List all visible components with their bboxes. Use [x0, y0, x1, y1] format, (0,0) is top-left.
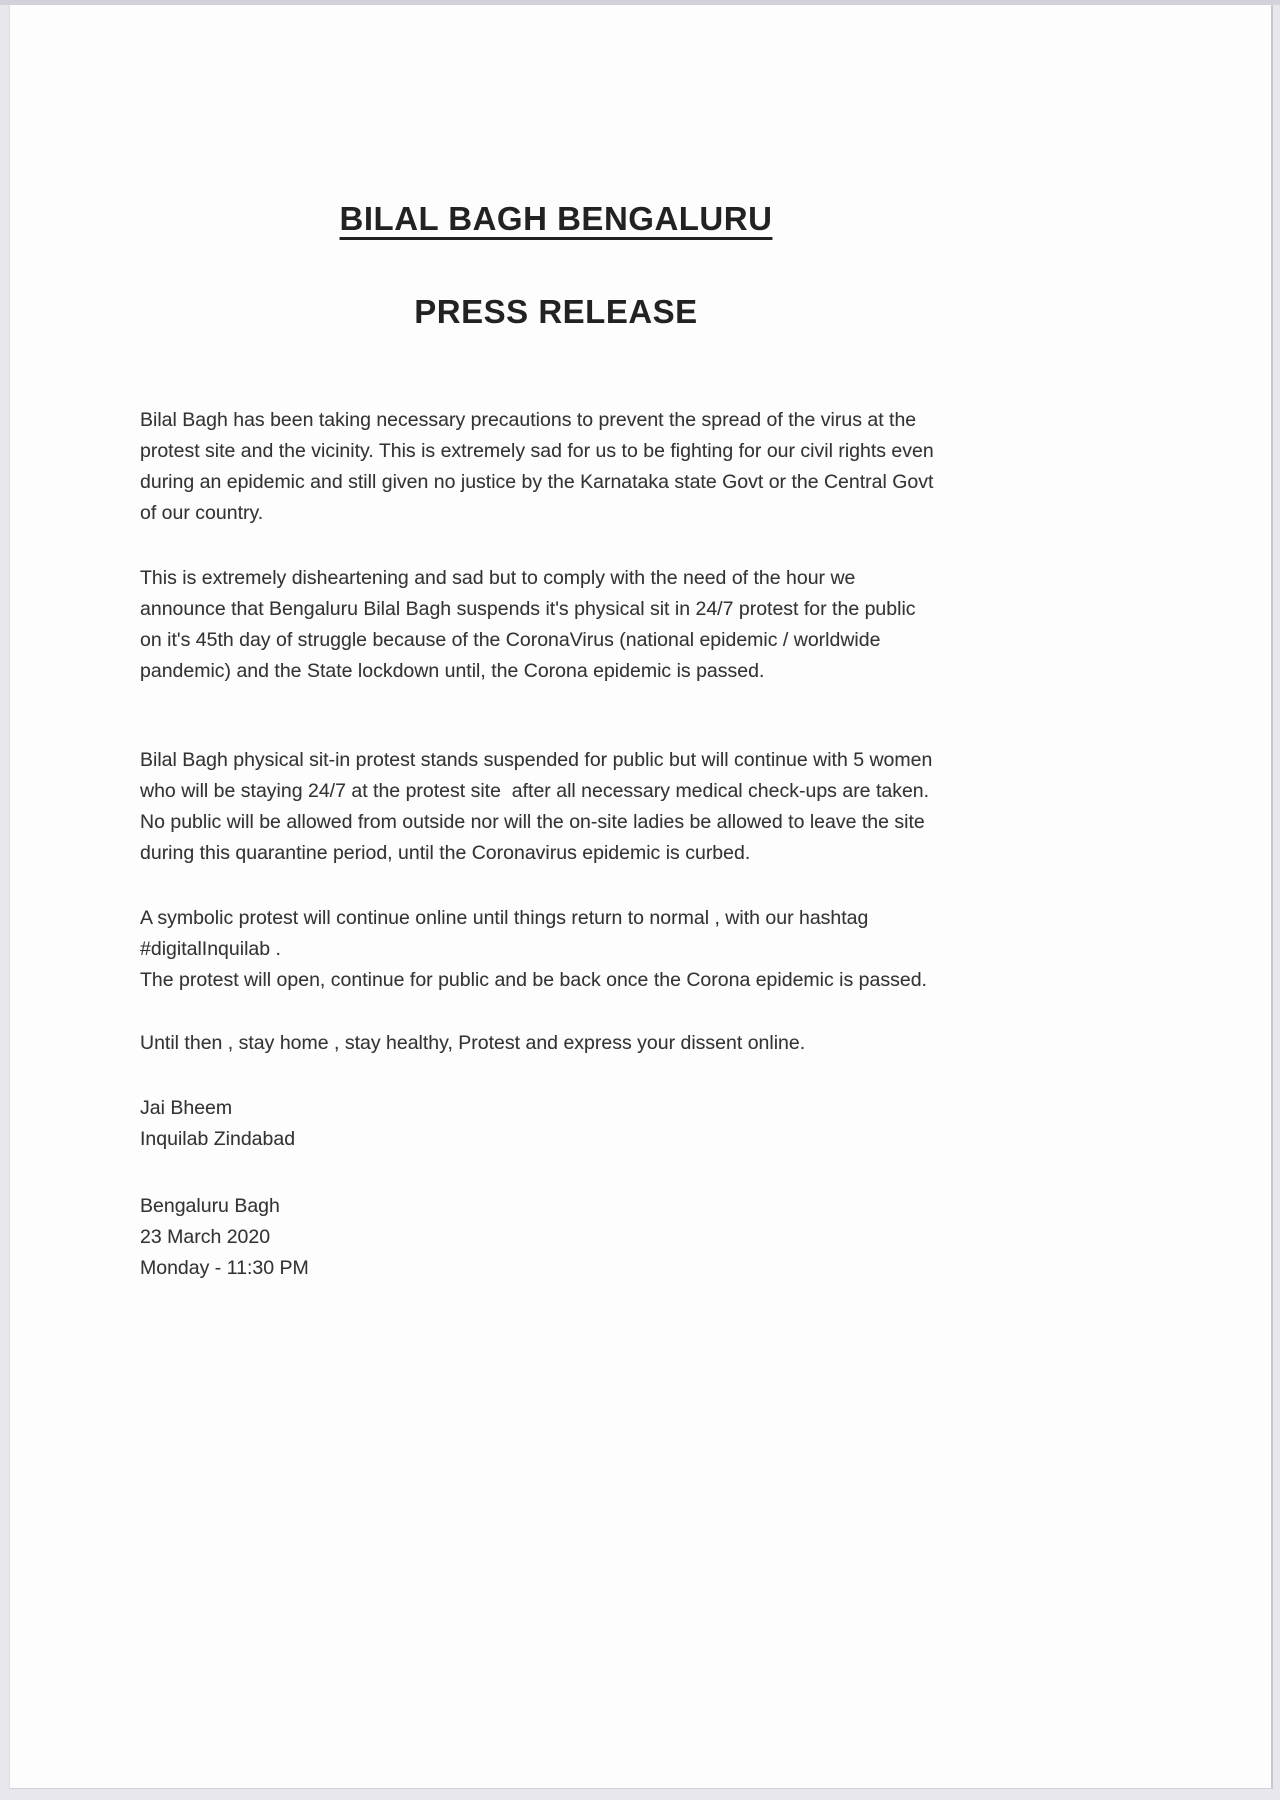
paragraph-stay-home	[140, 1028, 972, 1059]
paragraph-suspension	[140, 563, 972, 687]
paragraph-line: protest site and the vicinity. This is extremely sad for us to be fighting for our civil rights even	[140, 440, 934, 462]
footer-place: Bengaluru Bagh	[140, 1195, 280, 1217]
document-sheet	[10, 5, 1273, 1789]
signoff-block	[140, 1093, 972, 1155]
paragraph-line: of our country.	[140, 502, 264, 524]
paragraph-line: Until then , stay home , stay healthy, Protest and express your dissent online.	[140, 1032, 806, 1054]
paragraph-line: during this quarantine period, until the Coronavirus epidemic is curbed.	[140, 842, 751, 864]
paragraph-line: during an epidemic and still given no justice by the Karnataka state Govt or the Central Govt	[140, 471, 934, 493]
paragraph-five-women	[140, 745, 972, 869]
paragraph-online-protest	[140, 903, 972, 996]
press-release-body	[140, 405, 972, 1284]
paragraph-line: A symbolic protest will continue online until things return to normal , with our hashtag	[140, 907, 869, 929]
footer-day-time: Monday - 11:30 PM	[140, 1257, 309, 1279]
paragraph-line: pandemic) and the State lockdown until, the Corona epidemic is passed.	[140, 660, 765, 682]
paragraph-line: who will be staying 24/7 at the protest site after all necessary medical check-ups are taken.	[140, 780, 930, 802]
footer-date: 23 March 2020	[140, 1226, 271, 1248]
document-subtitle: PRESS RELEASE	[414, 293, 698, 330]
paragraph-line: Bilal Bagh physical sit-in protest stands suspended for public but will continue with 5 women	[140, 749, 933, 771]
paragraph-line: This is extremely disheartening and sad but to comply with the need of the hour we	[140, 567, 856, 589]
paragraph-line: Bilal Bagh has been taking necessary precautions to prevent the spread of the virus at the	[140, 409, 917, 431]
footer-block	[140, 1191, 972, 1284]
paragraph-line: The protest will open, continue for public and be back once the Corona epidemic is passed.	[140, 969, 927, 991]
document-content	[140, 5, 972, 1318]
document-title: BILAL BAGH BENGALURU	[339, 200, 773, 237]
paragraph-line: announce that Bengaluru Bilal Bagh suspends it's physical sit in 24/7 protest for the public	[140, 598, 916, 620]
paragraph-line: No public will be allowed from outside nor will the on-site ladies be allowed to leave the site	[140, 811, 925, 833]
paragraph-line: on it's 45th day of struggle because of the CoronaVirus (national epidemic / worldwide	[140, 629, 881, 651]
signoff-line-inquilab: Inquilab Zindabad	[140, 1128, 296, 1150]
paragraph-line: #digitalInquilab .	[140, 938, 281, 960]
paragraph-precautions	[140, 405, 972, 529]
signoff-line-jai-bheem: Jai Bheem	[140, 1097, 233, 1119]
